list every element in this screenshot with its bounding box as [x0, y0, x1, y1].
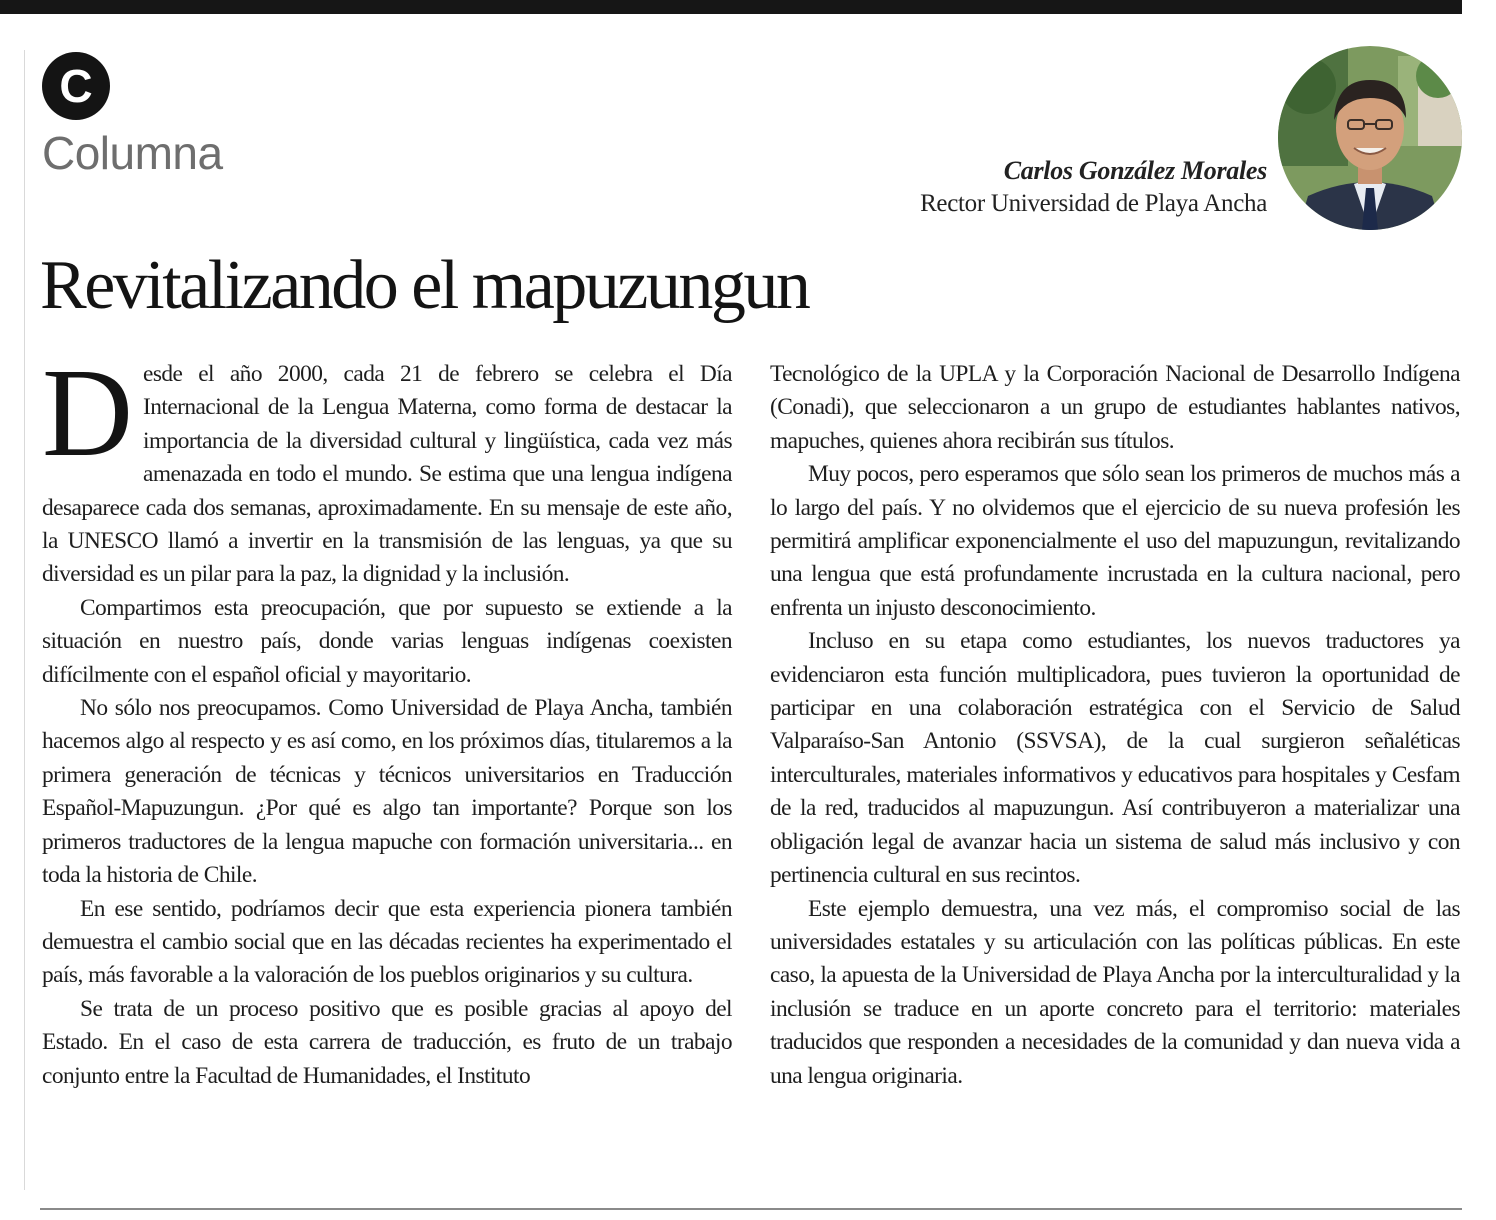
paragraph: Incluso en su etapa como estudiantes, los nuevos traductores ya evidenciaron esta función multiplicadora, pues tuvieron la oportunidad de participar en una colaboración estratégica con el Servicio de Salud Valparaíso-San Antonio (SSVSA), de la cual surgieron señaléticas interculturales, materiales informativos y educativos para hospitales y Cesfam de la red, traducidos al mapuzungun. Así contribuyeron a materializar una obligación legal de avanzar hacia un sistema de salud más inclusivo y con pertinencia cultural en sus recintos.	[770, 628, 1460, 889]
top-rule	[0, 0, 1462, 14]
paragraph: Se trata de un proceso positivo que es posible gracias al apoyo del Estado. En el caso de esta carrera de traducción, es fruto de un trabajo conjunto entre la Facultad de Humanidades, el Instituto	[42, 995, 732, 1089]
bottom-rule	[40, 1208, 1462, 1210]
section-label: Columna	[42, 127, 223, 179]
author-role: Rector Universidad de Playa Ancha	[920, 190, 1267, 217]
article-column-2	[770, 358, 1460, 1093]
column-badge-icon: C	[42, 52, 110, 120]
paragraph	[42, 344, 732, 592]
author-photo	[1278, 46, 1462, 230]
paragraph: En ese sentido, podríamos decir que esta experiencia pionera también demuestra el cambio social que en las décadas recientes ha experimentado el país, más favorable a la valoración de los pueblos originarios y su cultura.	[42, 895, 732, 989]
paragraph-text: esde el año 2000, cada 21 de febrero se celebra el Día Internacional de la Lengua Materna, como forma de destacar la importancia de la diversidad cultural y lingüística, cada vez más amenazada en todo el mundo. Se estima que una lengua indígena desaparece cada dos semanas, aproximadamente. En su mensaje de este año, la UNESCO llamó a invertir en la transmisión de las lenguas, ya que su diversidad es un pilar para la paz, la dignidad y la inclusión.	[42, 361, 732, 588]
article-column-1	[42, 344, 732, 1093]
paragraph: No sólo nos preocupamos. Como Universidad de Playa Ancha, también hacemos algo al respecto y es así como, en los próximos días, titularemos a la primera generación de técnicas y técnicos universitarios en Traducción Español-Mapuzungun. ¿Por qué es algo tan importante? Porque son los primeros traductores de la lengua mapuche con formación universitaria... en toda la historia de Chile.	[42, 695, 732, 889]
headline: Revitalizando el mapuzungun	[40, 247, 809, 324]
author-name: Carlos González Morales	[1003, 156, 1267, 185]
left-margin-rule	[24, 50, 25, 1190]
paragraph: Tecnológico de la UPLA y la Corporación Nacional de Desarrollo Indígena (Conadi), que seleccionaron a un grupo de estudiantes hablantes nativos, mapuches, quienes ahora recibirán sus títulos.	[770, 361, 1460, 454]
paragraph: Este ejemplo demuestra, una vez más, el compromiso social de las universidades estatales y su articulación con las políticas públicas. En este caso, la apuesta de la Universidad de Playa Ancha por la interculturalidad y la inclusión se traduce en un aporte concreto para el territorio: materiales traducidos que responden a necesidades de la comunidad y dan nueva vida a una lengua originaria.	[770, 895, 1460, 1089]
author-portrait-icon	[1278, 46, 1462, 230]
paragraph: Muy pocos, pero esperamos que sólo sean los primeros de muchos más a lo largo del país. Y no olvidemos que el ejercicio de su nueva profesión les permitirá amplificar exponencialmente el uso del mapuzungun, revitalizando una lengua que está profundamente incrustada en la cultura nacional, pero enfrenta un injusto desconocimiento.	[770, 461, 1460, 621]
paragraph: Compartimos esta preocupación, que por supuesto se extiende a la situación en nuestro país, donde varias lenguas indígenas coexisten difícilmente con el español oficial y mayoritario.	[42, 594, 732, 688]
drop-cap: D	[42, 344, 133, 483]
